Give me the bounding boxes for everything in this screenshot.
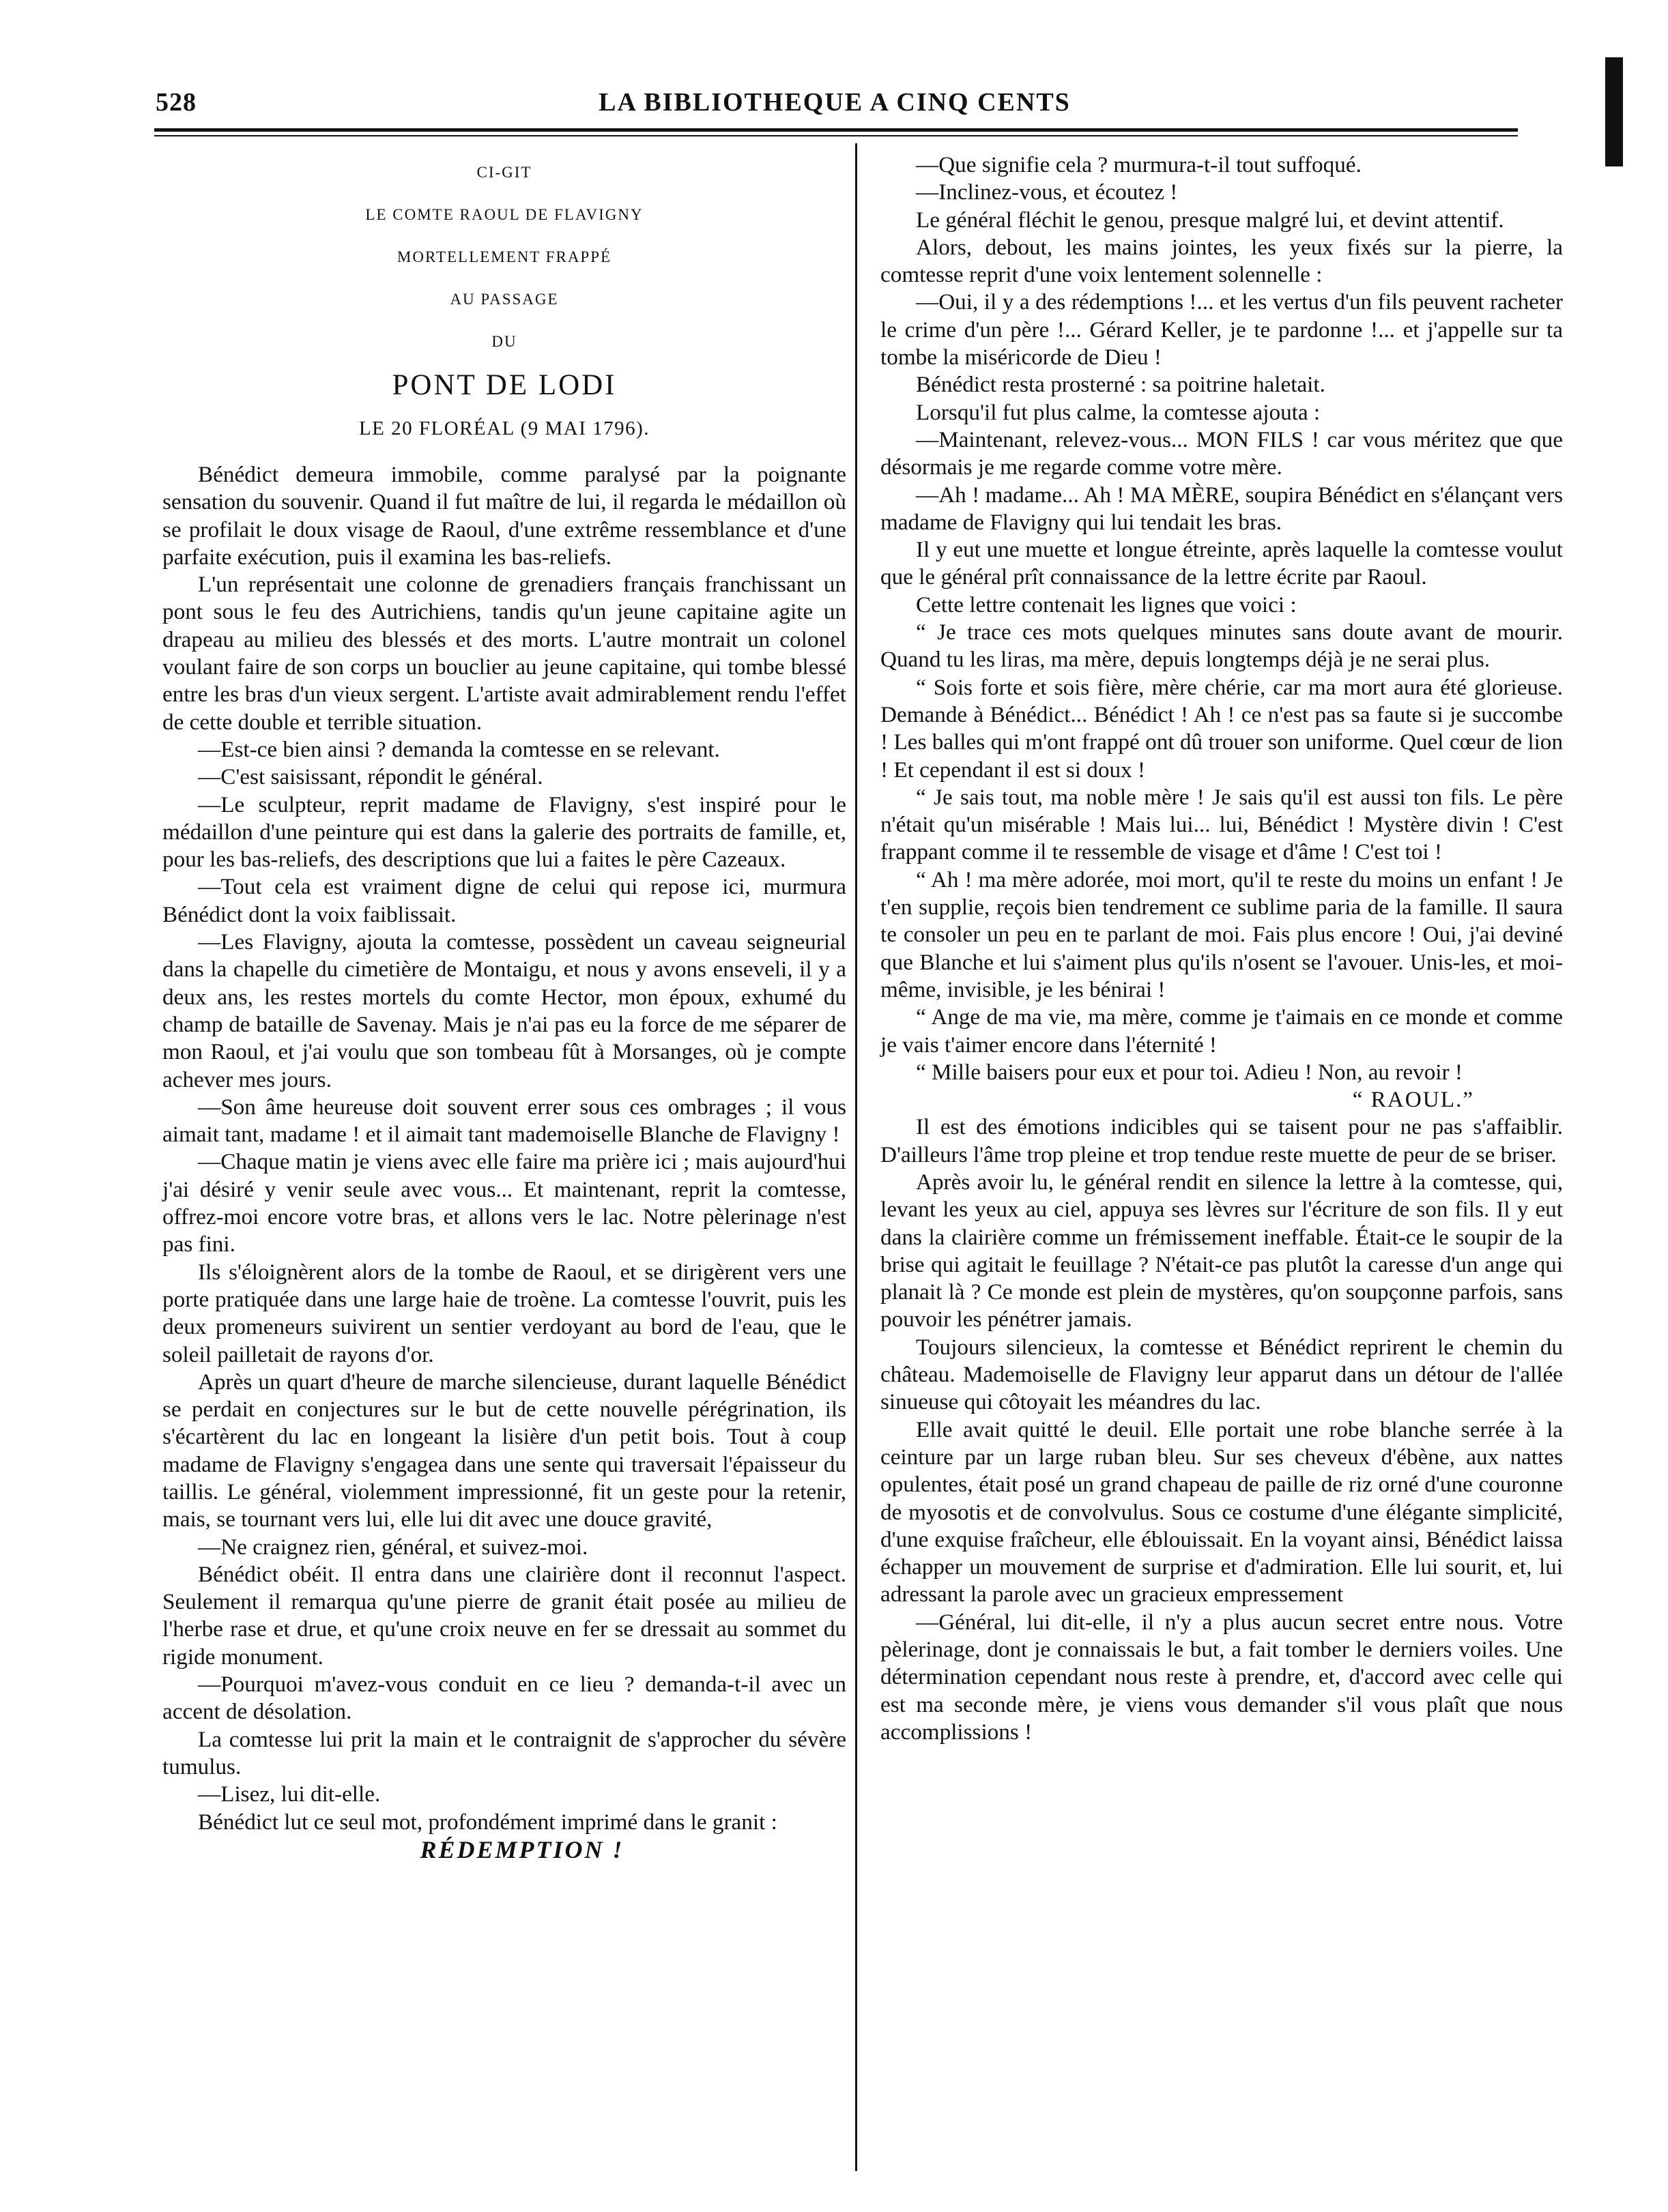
epitaph-place: PONT DE LODI: [392, 369, 617, 401]
header-rule-thick: [154, 128, 1518, 132]
right-paragraph: —Oui, il y a des rédemptions !... et les vertus d'un fils peuvent racheter le crime d'un père !... Gérard Keller, je te pardonne !... et j'appelle sur ta tombe la miséricorde de Dieu !: [880, 289, 1563, 370]
right-paragraph: “ Ah ! ma mère adorée, moi mort, qu'il te reste du moins un enfant ! Je t'en supplie, reçois bien tendrement ce sublime paria de la famille. Il saura te consoler un peu en te parlant de moi. Fais plus encore ! Oui, j'ai deviné que Blanche et lui s'aiment plus qu'ils n'osent se l'avouer. Unis-les, et moi-même, invisible, je les bénirai !: [880, 867, 1563, 1002]
left-paragraph: —Son âme heureuse doit souvent errer sous ces ombrages ; il vous aimait tant, madame ! et il aimait tant mademoiselle Blanche de Flavigny !: [162, 1094, 846, 1148]
right-column: [880, 151, 1563, 1746]
right-paragraph: Alors, debout, les mains jointes, les yeux fixés sur la pierre, la comtesse reprit d'une voix lentement solennelle :: [880, 234, 1563, 288]
left-paragraph: Après un quart d'heure de marche silencieuse, durant laquelle Bénédict se perdait en conjectures sur le but de cette nouvelle pérégrination, ils s'écartèrent du lac en longeant la lisière d'un petit bois. Tout à coup madame de Flavigny s'engagea dans une sente qui traversait l'épaisseur du taillis. Le général, violemment impressionné, fit un geste pour la retenir, mais, se tournant vers lui, elle lui dit avec une douce gravité,: [162, 1369, 846, 1532]
left-column: [162, 151, 846, 1863]
epitaph-date: LE 20 FLORÉAL (9 MAI 1796).: [358, 418, 650, 439]
left-paragraph: —C'est saisissant, répondit le général.: [198, 764, 543, 790]
right-paragraphs-top: [880, 151, 1563, 1086]
page-number: 528: [156, 88, 197, 117]
left-paragraph: —Est-ce bien ainsi ? demanda la comtesse en se relevant.: [198, 736, 720, 762]
right-paragraphs-bottom: [880, 1114, 1563, 1746]
epitaph-inscription: [162, 151, 846, 449]
right-paragraph: “ Sois forte et sois fière, mère chérie, car ma mort aura été glorieuse. Demande à Bénédict... Bénédict ! Ah ! ce n'est pas sa faute si je succombe ! Les balles qui m'ont frappé ont dû trouer son uniforme. Quel cœur de lion ! Et cependant il est si doux !: [880, 674, 1563, 783]
column-divider: [855, 143, 857, 2171]
epitaph-line: CI-GIT: [476, 164, 532, 181]
right-paragraph: “ Mille baisers pour eux et pour toi. Adieu ! Non, au revoir !: [916, 1059, 1463, 1085]
left-paragraph: Ils s'éloignèrent alors de la tombe de Raoul, et se dirigèrent vers une porte pratiquée dans une large haie de troène. La comtesse l'ouvrit, puis les deux promeneurs suivirent un sentier verdoyant au bord de l'eau, que le soleil pailletait de rayons d'or.: [162, 1259, 846, 1367]
left-paragraph: —Le sculpteur, reprit madame de Flavigny, s'est inspiré pour le médaillon d'une peinture qui est dans la galerie des portraits de famille, et, pour les bas-reliefs, des descriptions que lui a faites le père Cazeaux.: [162, 791, 846, 873]
left-paragraph: —Tout cela est vraiment digne de celui qui repose ici, murmura Bénédict dont la voix faiblissait.: [162, 874, 846, 927]
epitaph-line: MORTELLEMENT FRAPPÉ: [397, 248, 612, 265]
right-paragraph: “ Je sais tout, ma noble mère ! Je sais qu'il est aussi ton fils. Le père n'était qu'un misérable ! Mais lui... lui, Bénédict ! Mystère divin ! C'est frappant comme il te ressemble de visage et d'âme ! C'est toi !: [880, 784, 1563, 865]
right-paragraph: Après avoir lu, le général rendit en silence la lettre à la comtesse, qui, levant les yeux au ciel, appuya ses lèvres sur l'écriture de son fils. Il y eut dans la clairière comme un frémissement ineffable. Était-ce le soupir de la brise qui agitait le feuillage ? N'était-ce pas plutôt la caresse d'un ange qui planait là ? Ce monde est plein de mystères, qu'on soupçonne parfois, sans pouvoir les pénétrer jamais.: [880, 1169, 1563, 1333]
right-paragraph: Elle avait quitté le deuil. Elle portait une robe blanche serrée à la ceinture par un large ruban bleu. Sur ses cheveux d'ébène, aux nattes opulentes, était posé un grand chapeau de paille de riz orné d'une couronne de myosotis et de convolvulus. Sous ce costume d'une élégante simplicité, d'une exquise fraîcheur, elle éblouissait. En la voyant ainsi, Bénédict laissa échapper un mouvement de surprise et d'admiration. Elle lui sourit, et, lui adressant la parole avec un gracieux empressement: [880, 1416, 1563, 1607]
right-paragraph: “ Je trace ces mots quelques minutes sans doute avant de mourir. Quand tu les liras, ma mère, depuis longtemps déjà je ne serai plus.: [880, 620, 1563, 673]
header-rule-thin: [154, 135, 1518, 136]
right-paragraph: Toujours silencieux, la comtesse et Bénédict reprirent le chemin du château. Mademoiselle de Flavigny leur apparut dans un détour de l'allée sinueuse qui côtoyait les méandres du lac.: [880, 1334, 1563, 1415]
left-paragraph: Bénédict lut ce seul mot, profondément imprimé dans le granit :: [198, 1809, 777, 1835]
right-paragraph: —Maintenant, relevez-vous... MON FILS ! car vous méritez que que désormais je me regarde comme votre mère.: [880, 426, 1563, 480]
letter-signature: “ RAOUL.”: [1352, 1087, 1474, 1113]
left-paragraph: —Lisez, lui dit-elle.: [198, 1781, 381, 1807]
right-paragraph: Lorsqu'il fut plus calme, la comtesse ajouta :: [916, 399, 1321, 425]
right-paragraph: Il est des émotions indicibles qui se taisent pour ne pas s'affaiblir. D'ailleurs l'âme trop pleine et trop tendue reste muette de peur de se briser.: [880, 1114, 1563, 1167]
running-title: LA BIBLIOTHEQUE A CINQ CENTS: [599, 88, 1071, 117]
right-paragraph: Bénédict resta prosterné : sa poitrine haletait.: [916, 372, 1325, 398]
right-paragraph: —Que signifie cela ? murmura-t-il tout suffoqué.: [916, 152, 1362, 177]
right-paragraph: —Inclinez-vous, et écoutez !: [916, 179, 1178, 205]
page-header: [156, 87, 1514, 120]
engraved-word: RÉDEMPTION !: [420, 1835, 624, 1863]
right-paragraph: —Général, lui dit-elle, il n'y a plus aucun secret entre nous. Votre pèlerinage, dont je connaissais le but, a fait tomber le derniers voiles. Une détermination cependant nous reste à prendre, et, d'accord avec celle qui est ma seconde mère, je viens vous demander s'il vous plaît que nous accomplissions !: [880, 1609, 1563, 1745]
right-paragraph: Il y eut une muette et longue étreinte, après laquelle la comtesse voulut que le général prît connaissance de la lettre écrite par Raoul.: [880, 537, 1563, 590]
right-paragraph: “ Ange de ma vie, ma mère, comme je t'aimais en ce monde et comme je vais t'aimer encore dans l'éternité !: [880, 1004, 1563, 1058]
left-paragraph: —Ne craignez rien, général, et suivez-moi.: [198, 1534, 588, 1560]
left-paragraph: L'un représentait une colonne de grenadiers français franchissant un pont sous le feu des Autrichiens, tandis qu'un jeune capitaine agite un drapeau au milieu des blessés et des morts. L'autre montrait un colonel voulant faire de son corps un bouclier au jeune capitaine, qui tombe blessé entre les bras d'un vieux sergent. L'artiste avait admirablement rendu l'effet de cette double et terrible situation.: [162, 572, 846, 735]
left-paragraph: La comtesse lui prit la main et le contraignit de s'approcher du sévère tumulus.: [162, 1726, 846, 1779]
right-paragraph: —Ah ! madame... Ah ! MA MÈRE, soupira Bénédict en s'élançant vers madame de Flavigny qui lui tendait les bras.: [880, 482, 1563, 535]
epitaph-line: DU: [491, 333, 517, 350]
right-paragraph: Le général fléchit le genou, presque malgré lui, et devint attentif.: [916, 207, 1504, 233]
left-paragraphs: [162, 461, 846, 1836]
right-paragraph: Cette lettre contenait les lignes que voici :: [916, 592, 1297, 617]
left-paragraph: Bénédict demeura immobile, comme paralysé par la poignante sensation du souvenir. Quand il fut maître de lui, il regarda le médaillon où se profilait le doux visage de Raoul, d'une extrême ressemblance et d'une parfaite exécution, puis il examina les bas-reliefs.: [162, 462, 846, 570]
epitaph-line: LE COMTE RAOUL DE FLAVIGNY: [365, 206, 644, 223]
left-paragraph: —Les Flavigny, ajouta la comtesse, possèdent un caveau seigneurial dans la chapelle du cimetière de Montaigu, et nous y avons enseveli, il y a deux ans, les restes mortels du comte Hector, mon époux, exhumé du champ de bataille de Savenay. Mais je n'ai pas eu la force de me séparer de mon Raoul, et j'ai voulu que son tombeau fût à Morsanges, où je compte achever mes jours.: [162, 929, 846, 1092]
page-edge-mark: [1605, 57, 1623, 166]
left-paragraph: —Pourquoi m'avez-vous conduit en ce lieu ? demanda-t-il avec un accent de désolation.: [162, 1672, 846, 1725]
left-paragraph: Bénédict obéit. Il entra dans une clairière dont il reconnut l'aspect. Seulement il remarqua qu'une pierre de granit était posée au milieu de l'herbe rase et drue, et qu'une croix neuve en fer se dressait au sommet du rigide monument.: [162, 1561, 846, 1670]
left-paragraph: —Chaque matin je viens avec elle faire ma prière ici ; mais aujourd'hui j'ai désiré y venir seule avec vous... Et maintenant, reprit la comtesse, offrez-moi encore votre bras, et allons vers le lac. Notre pèlerinage n'est pas fini.: [162, 1149, 846, 1257]
epitaph-line: AU PASSAGE: [450, 291, 559, 308]
